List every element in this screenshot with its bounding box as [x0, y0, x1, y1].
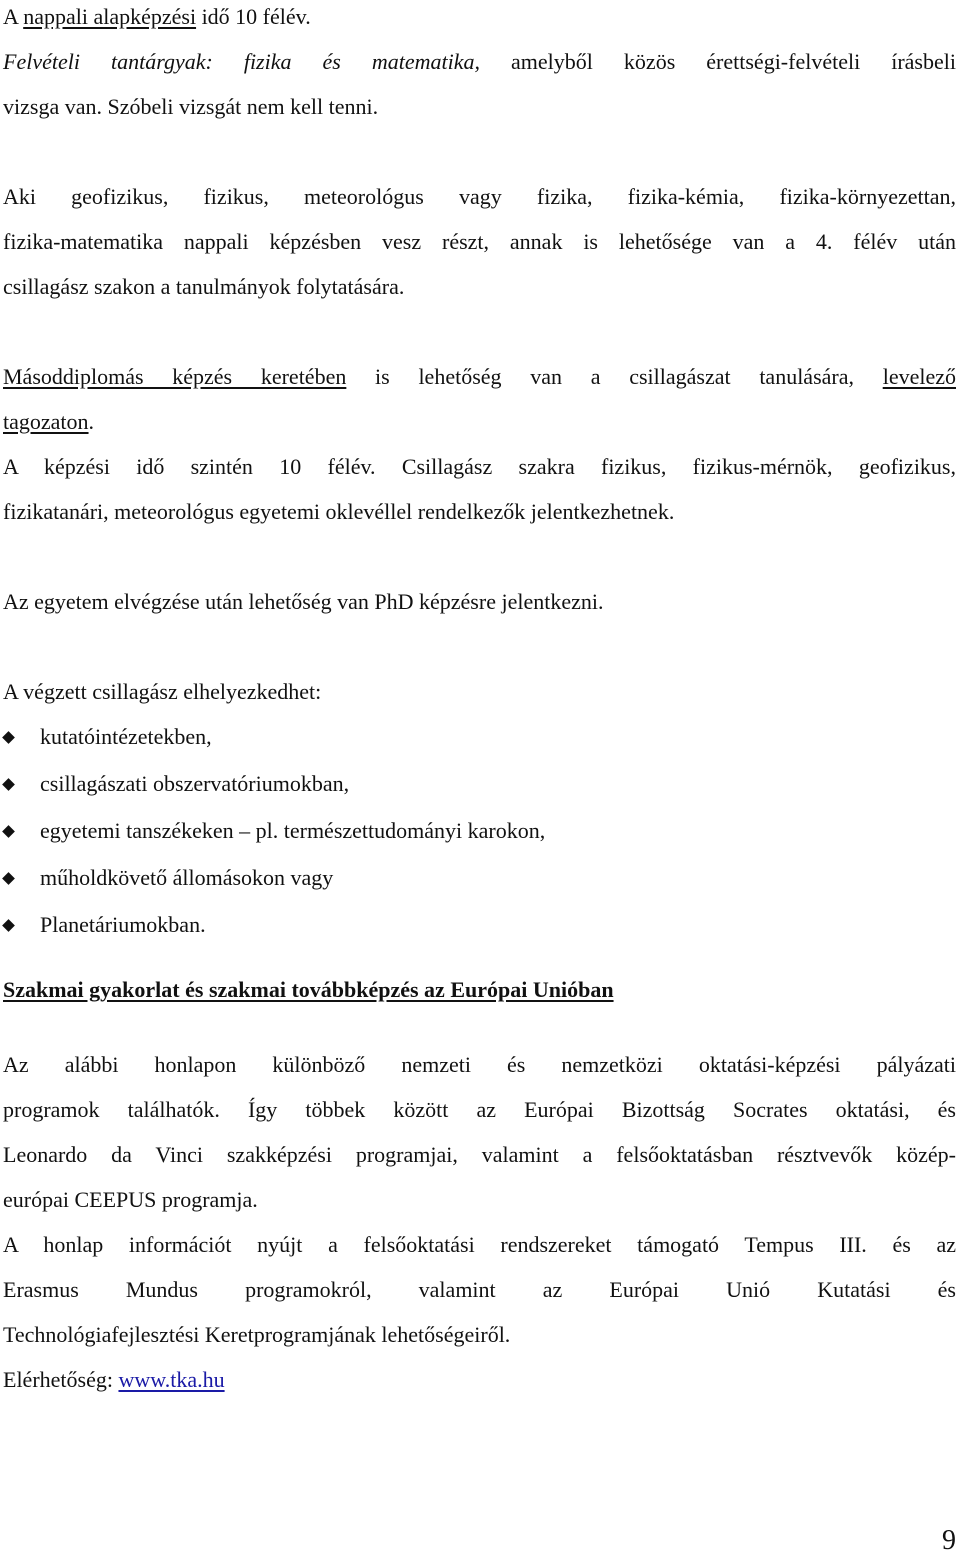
list-item-label: műholdkövető állomásokon vagy — [40, 865, 334, 890]
diamond-bullet-icon — [2, 825, 15, 838]
contact-label: Elérhetőség: — [3, 1367, 119, 1392]
para-programs — [3, 1042, 956, 1402]
document-page — [3, 0, 956, 1402]
text-line: A honlap információt nyújt a felsőoktatási rendszereket támogató Tempus III. és az — [3, 1232, 956, 1257]
link-tagozaton[interactable]: tagozaton — [3, 409, 89, 434]
list-item — [3, 808, 956, 855]
text-line — [3, 399, 956, 444]
para-transfer — [3, 174, 956, 309]
text-line: Technológiafejlesztési Keretprogramjának lehetőségeiről. — [3, 1322, 511, 1347]
text-line: Aki geofizikus, fizikus, meteorológus vagy fizika, fizika-kémia, fizika-környezettan, — [3, 184, 956, 209]
diamond-bullet-icon — [2, 919, 15, 932]
text-line: európai CEEPUS programja. — [3, 1187, 258, 1212]
section-heading: Szakmai gyakorlat és szakmai továbbképzés az Európai Unióban — [3, 977, 614, 1002]
link-levelezo[interactable]: levelező — [882, 364, 956, 389]
text-line — [3, 354, 956, 399]
list-item-label: kutatóintézetekben, — [40, 724, 212, 749]
text-line: Erasmus Mundus programokról, valamint az Európai Unió Kutatási és — [3, 1277, 956, 1302]
list-item-label: csillagászati obszervatóriumokban, — [40, 771, 350, 796]
text-line: Az alábbi honlapon különböző nemzeti és nemzetközi oktatási-képzési pályázati — [3, 1052, 956, 1077]
list-item-label: egyetemi tanszékeken – pl. természettudományi karokon, — [40, 818, 546, 843]
page-number: 9 — [942, 1525, 956, 1556]
careers-list — [3, 714, 956, 949]
para-admission-line1 — [3, 39, 956, 84]
text-line: fizikatanári, meteorológus egyetemi oklevéllel rendelkezők jelentkezhetnek. — [3, 499, 675, 524]
para-admission-line2: vizsga van. Szóbeli vizsgát nem kell tenni. — [3, 94, 379, 119]
tka-link[interactable]: www.tka.hu — [118, 1367, 225, 1392]
diamond-bullet-icon — [2, 778, 15, 791]
list-item — [3, 761, 956, 808]
text: idő 10 félév. — [196, 4, 311, 29]
link-nappali-alapkepzes[interactable]: nappali alapképzési — [23, 4, 197, 29]
para-phd: Az egyetem elvégzése után lehetőség van PhD képzésre jelentkezni. — [3, 589, 604, 614]
para-duration — [3, 0, 956, 39]
list-item — [3, 855, 956, 902]
link-masoddiplomas[interactable]: Másoddiplomás képzés keretében — [3, 364, 347, 389]
text-line: Leonardo da Vinci szakképzési programjai, valamint a felsőoktatásban résztvevők közép- — [3, 1142, 956, 1167]
para-careers — [3, 669, 956, 949]
admission-subjects: Felvételi tantárgyak: fizika és matematika, — [3, 49, 481, 74]
para-second-degree — [3, 354, 956, 534]
contact-line — [3, 1357, 956, 1402]
text-line: fizika-matematika nappali képzésben vesz részt, annak is lehetősége van a 4. félév után — [3, 229, 956, 254]
list-item — [3, 714, 956, 761]
text: is lehetőség van a csillagászat tanulására, — [346, 364, 883, 389]
text: amelyből közös érettségi-felvételi írásbeli — [480, 49, 956, 74]
list-item — [3, 902, 956, 949]
list-item-label: Planetáriumokban. — [40, 912, 206, 937]
diamond-bullet-icon — [2, 872, 15, 885]
careers-intro: A végzett csillagász elhelyezkedhet: — [3, 679, 322, 704]
text: A — [3, 4, 24, 29]
text: . — [88, 409, 95, 434]
text-line: A képzési idő szintén 10 félév. Csillagász szakra fizikus, fizikus-mérnök, geofizikus, — [3, 454, 956, 479]
text-line: csillagász szakon a tanulmányok folytatására. — [3, 274, 405, 299]
text-line: programok találhatók. Így többek között az Európai Bizottság Socrates oktatási, és — [3, 1097, 956, 1122]
diamond-bullet-icon — [2, 731, 15, 744]
